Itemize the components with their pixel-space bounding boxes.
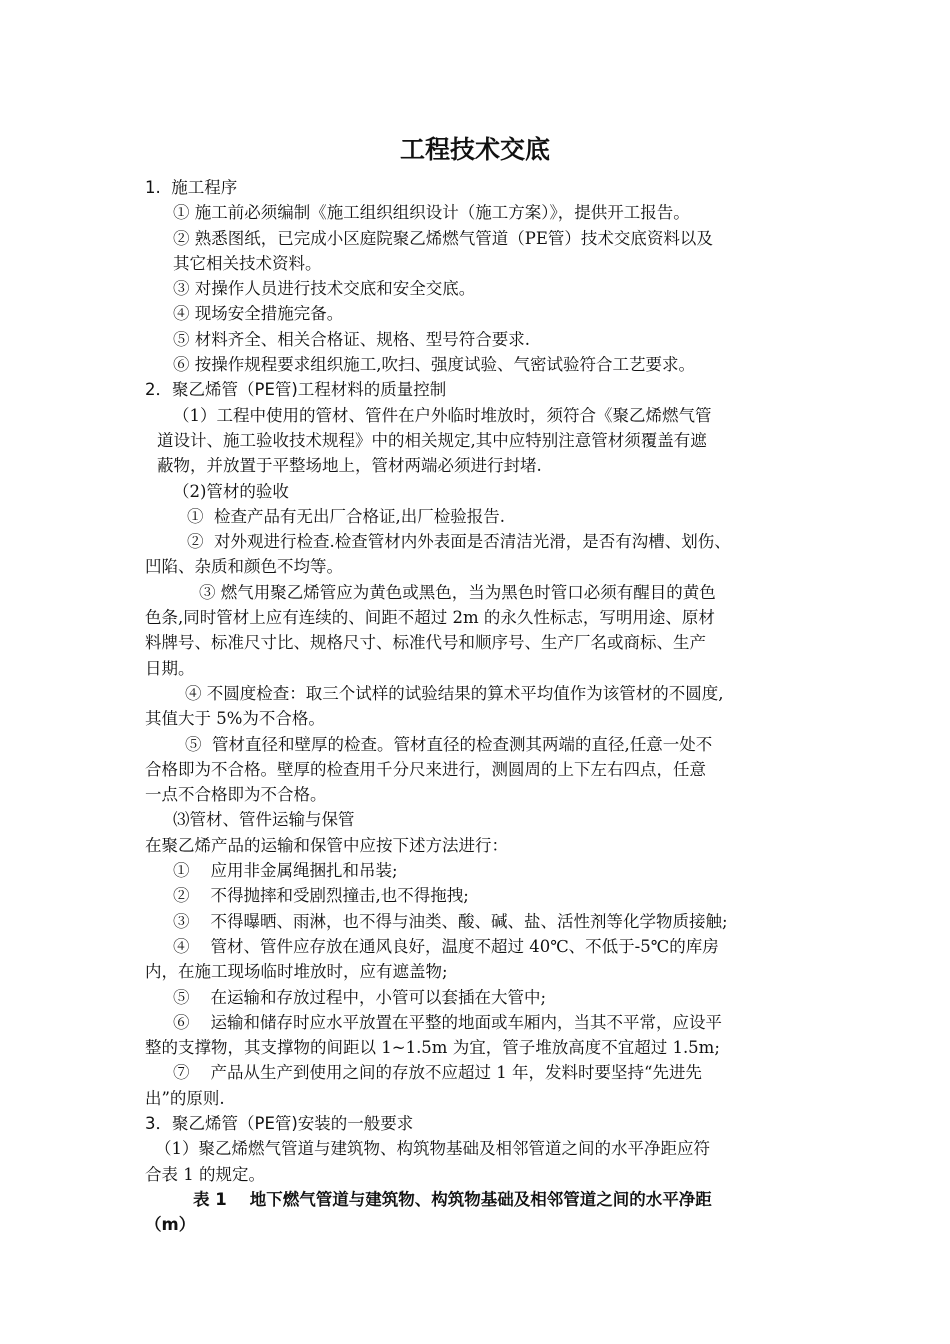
text-line: 日期。 [145,658,195,678]
text-line: （1）工程中使用的管材、管件在户外临时堆放时，须符合《聚乙烯燃气管 [173,405,712,425]
text-line: 凹陷、杂质和颜色不均等。 [145,557,343,577]
text-line: 合格即为不合格。壁厚的检查用千分尺来进行，测圆周的上下左右四点，任意 [145,759,706,779]
text-line: ① 施工前必须编制《施工组织组织设计（施工方案）》，提供开工报告。 [173,203,690,223]
text-line: ④ 管材、管件应存放在通风良好，温度不超过 40℃、不低于-5℃的库房 [173,936,719,956]
text-line: ③ 燃气用聚乙烯管应为黄色或黑色，当为黑色时管口必须有醒目的黄色 [199,582,716,602]
text-line: 合表 1 的规定。 [145,1164,265,1184]
text-line: 3．聚乙烯管（PE管)安装的一般要求 [145,1113,414,1133]
text-line: 表 1 地下燃气管道与建筑物、构筑物基础及相邻管道之间的水平净距 [193,1189,712,1209]
text-line: 2．聚乙烯管（PE管)工程材料的质量控制 [145,380,447,400]
text-line: ⑥ 运输和储存时应水平放置在平整的地面或车厢内，当其不平常，应设平 [173,1012,722,1032]
text-line: ③ 不得曝晒、雨淋，也不得与油类、酸、碱、盐、活性剂等化学物质接触; [173,911,728,931]
text-line: ⑦ 产品从生产到使用之间的存放不应超过 1 年，发料时要坚持“先进先 [173,1063,702,1083]
text-line: ② 对外观进行检查.检查管材内外表面是否清洁光滑，是否有沟槽、划伤、 [187,532,731,552]
text-line: ⑥ 按操作规程要求组织施工,吹扫、强度试验、气密试验符合工艺要求。 [173,355,695,375]
text-line: 蔽物，并放置于平整场地上，管材两端必须进行封堵. [157,456,542,476]
text-line: 内，在施工现场临时堆放时，应有遮盖物; [145,962,448,982]
text-line: 1. 施工程序 [145,178,238,197]
text-line: ② 熟悉图纸，已完成小区庭院聚乙烯燃气管道（PE管）技术交底资料以及 [173,228,713,248]
text-line: （2)管材的验收 [173,481,289,501]
text-line: 色条,同时管材上应有连续的、间距不超过 2m 的永久性标志，写明用途、原材 [145,608,715,628]
text-line: （m） [145,1215,196,1235]
text-line: 其它相关技术资料。 [173,253,322,273]
text-line: 在聚乙烯产品的运输和保管中应按下述方法进行： [145,835,508,855]
text-line: ⑤ 在运输和存放过程中，小管可以套插在大管中; [173,987,547,1007]
text-line: ② 不得抛摔和受剧烈撞击,也不得拖拽; [173,886,469,906]
text-line: 料牌号、标准尺寸比、规格尺寸、标准代号和顺序号、生产厂名或商标、生产 [145,633,706,653]
document-title: 工程技术交底 [399,135,550,164]
text-line: ① 应用非金属绳捆扎和吊装; [173,861,398,881]
text-line: ③ 对操作人员进行技术交底和安全交底。 [173,279,476,299]
text-line: 整的支撑物，其支撑物的间距以 1~1.5m 为宜，管子堆放高度不宜超过 1.5m; [145,1038,720,1058]
document-body [145,175,817,1237]
text-line: （1）聚乙烯燃气管道与建筑物、构筑物基础及相邻管道之间的水平净距应符 [155,1139,710,1159]
text-line: ④ 不圆度检查：取三个试样的试验结果的算术平均值作为该管材的不圆度, [185,683,724,703]
text-line: 出”的原则. [145,1088,225,1108]
text-line: 一点不合格即为不合格。 [145,785,327,805]
text-line: 其值大于 5%为不合格。 [145,709,325,729]
text-line: ① 检查产品有无出厂合格证,出厂检验报告. [187,506,505,526]
text-line: ⑤ 管材直径和壁厚的检查。管材直径的检查测其两端的直径,任意一处不 [185,734,713,754]
text-line: 道设计、施工验收技术规程》中的相关规定,其中应特别注意管材须覆盖有遮 [157,430,707,450]
text-line: ⑤ 材料齐全、相关合格证、规格、型号符合要求. [173,329,530,349]
text-line: ④ 现场安全措施完备。 [173,304,344,324]
text-line: ⑶管材、管件运输与保管 [173,810,355,830]
